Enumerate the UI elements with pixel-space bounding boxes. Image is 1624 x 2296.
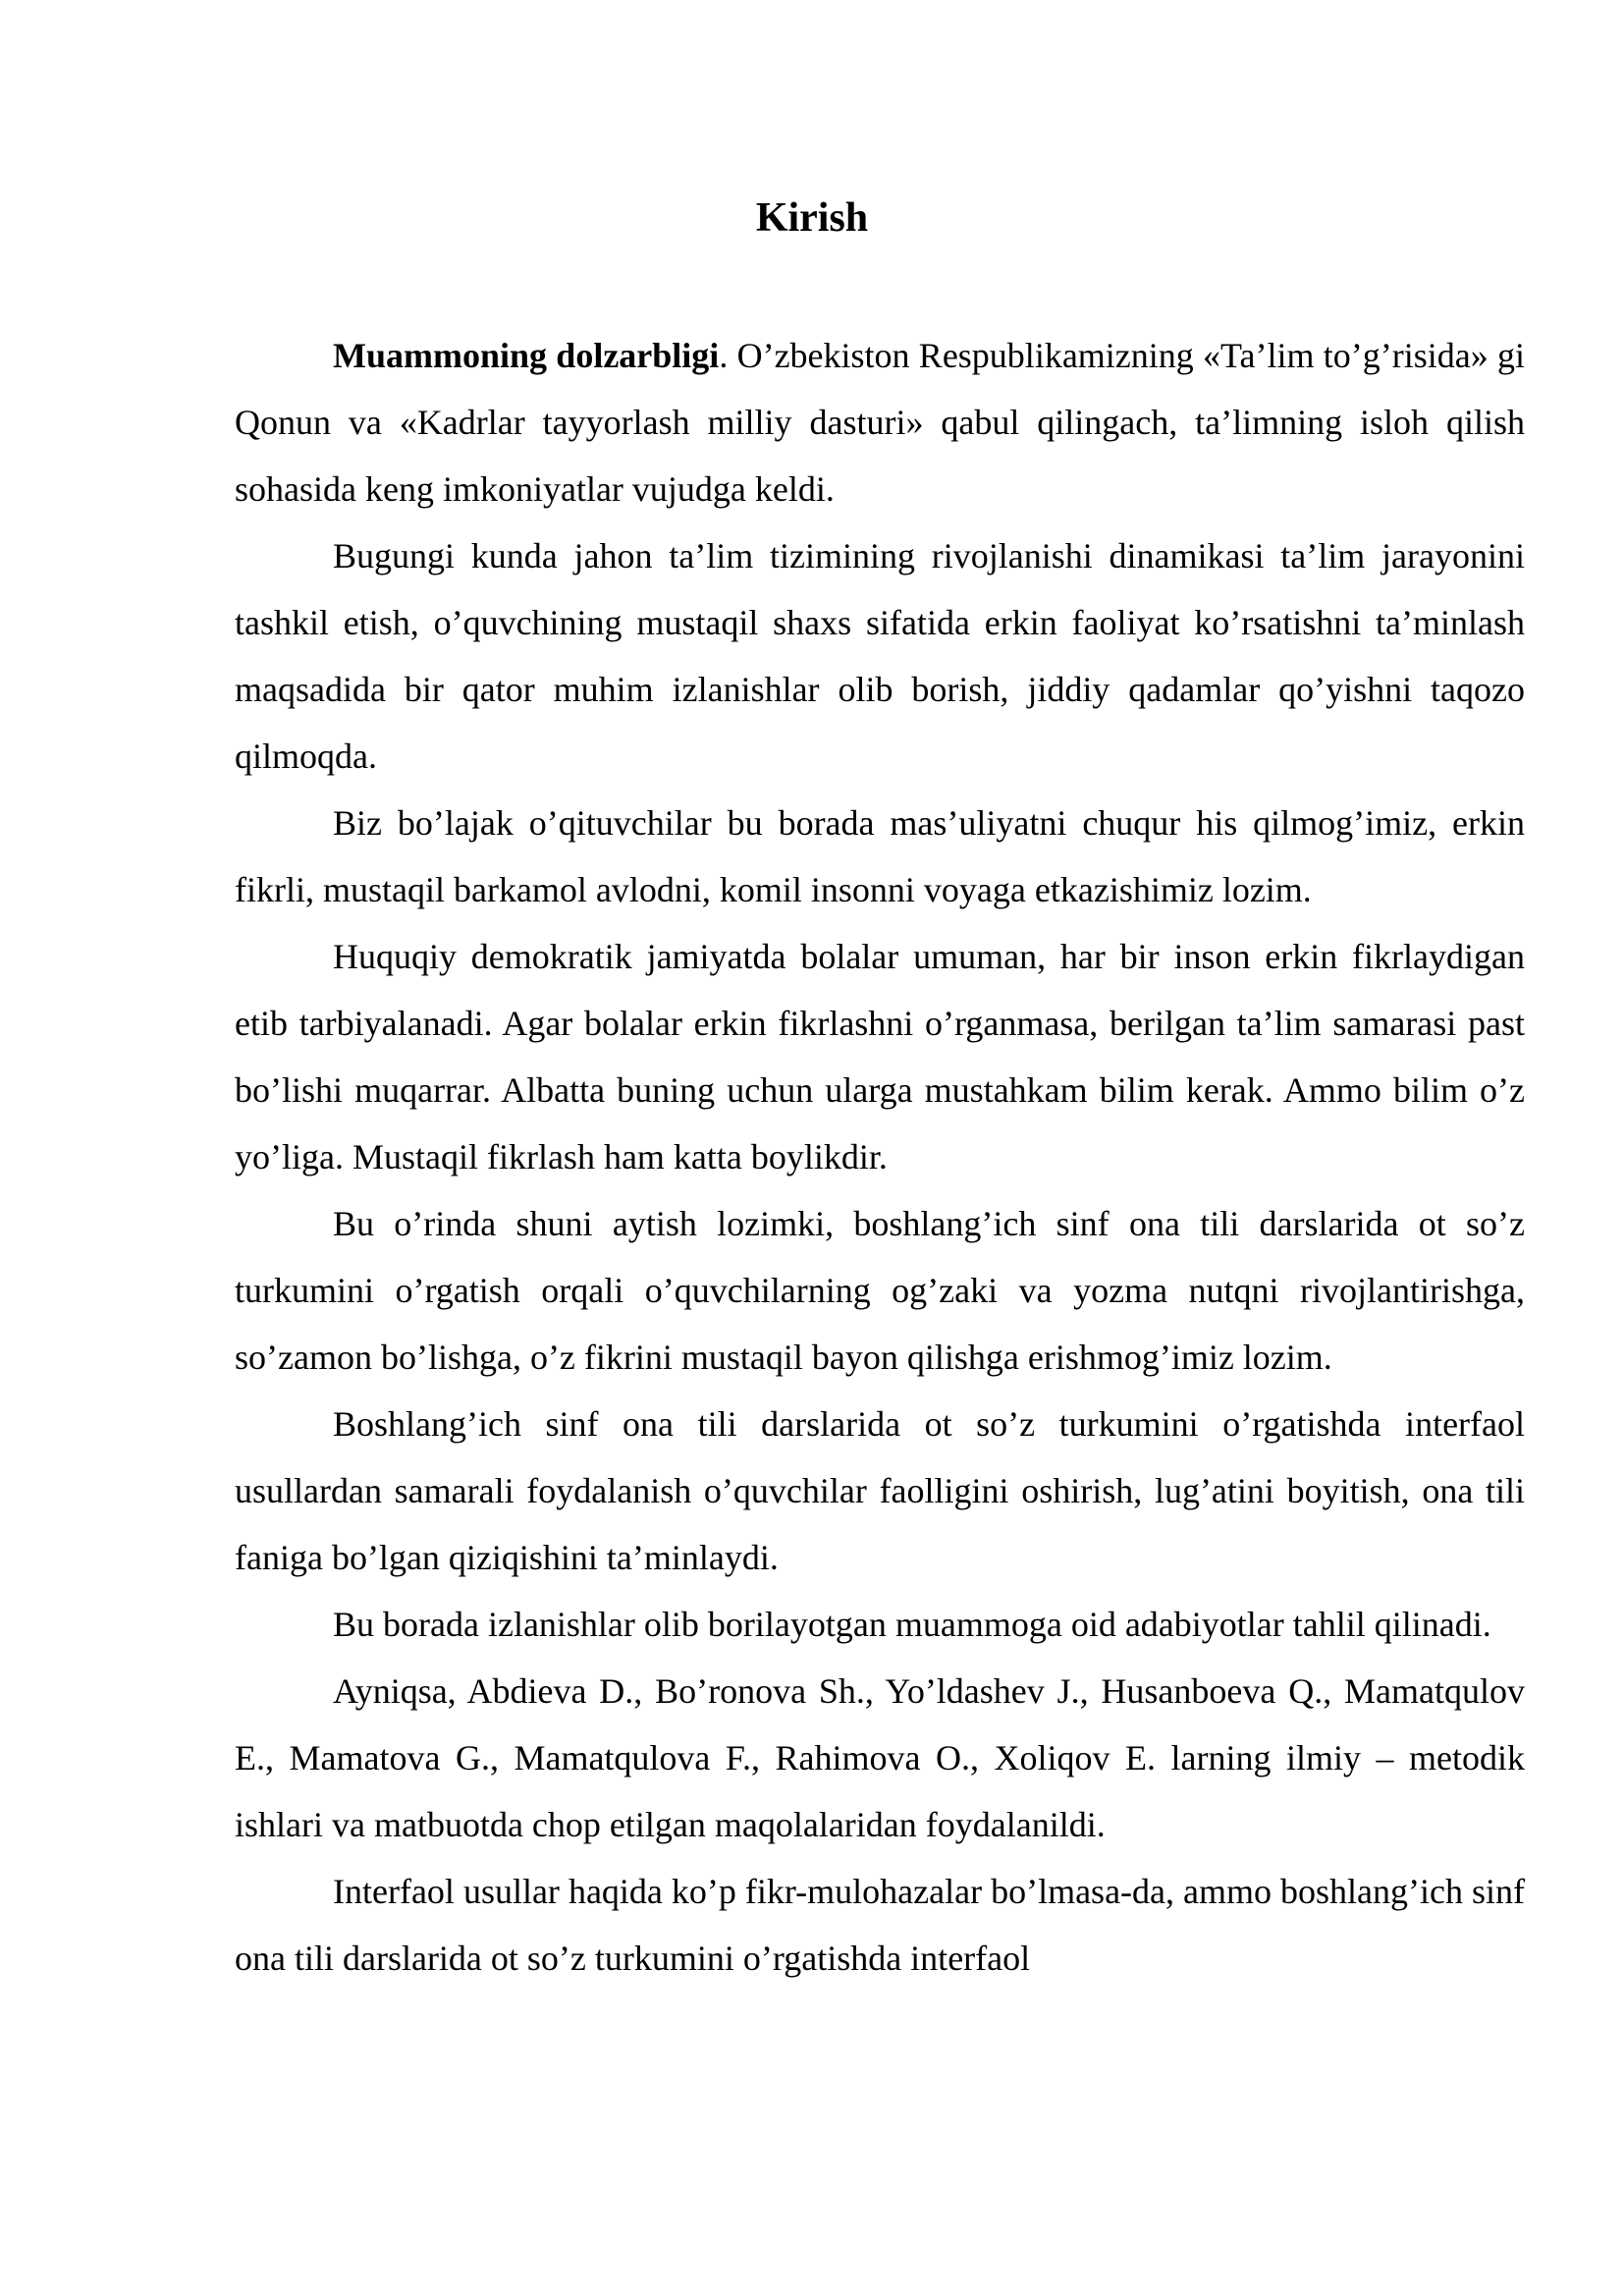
document-body [235,322,1525,1992]
paragraph: Interfaol usullar haqida ko’p fikr-mulohazalar bo’lmasa-da, ammo boshlang’ich sinf ona tili darslarida ot so’z turkumini o’rgatishda interfaol [235,1872,1525,1978]
paragraph-lead-text: . O’zbekiston Respublikamizning «Ta’lim to’g’risida» gi Qonun va «Kadrlar tayyorlash milliy dasturi» qabul qilingach, ta’limning isloh qilish sohasida keng imkoniyatlar vujudga keldi. [235,336,1526,509]
paragraph: Bu borada izlanishlar olib borilayotgan muammoga oid adabiyotlar tahlil qilinadi. [333,1605,1491,1644]
page-title: Kirish [755,195,869,241]
paragraph: Boshlang’ich sinf ona tili darslarida ot so’z turkumini o’rgatishda interfaol usullardan samarali foydalanish o’quvchilar faolligini oshirish, lug’atini boyitish, ona tili faniga bo’lgan qiziqishini ta’minlaydi. [235,1404,1525,1577]
paragraph: Bugungi kunda jahon ta’lim tizimining rivojlanishi dinamikasi ta’lim jarayonini tashkil etish, o’quvchining mustaqil shaxs sifatida erkin faoliyat ko’rsatishni ta’minlash maqsadida bir qator muhim izlanishlar olib borish, jiddiy qadamlar qo’yishni taqozo qilmoqda. [235,536,1525,776]
paragraph: Huquqiy demokratik jamiyatda bolalar umuman, har bir inson erkin fikrlaydigan etib tarbiyalanadi. Agar bolalar erkin fikrlashni o’rganmasa, berilgan ta’lim samarasi past bo’lishi muqarrar. Albatta buning uchun ularga mustahkam bilim kerak. Ammo bilim o’z yo’liga. Mustaqil fikrlash ham katta boylikdir. [235,937,1525,1176]
paragraph-lead-heading: Muammoning dolzarbligi [333,336,720,375]
paragraph: Biz bo’lajak o’qituvchilar bu borada mas’uliyatni chuqur his qilmog’imiz, erkin fikrli, mustaqil barkamol avlodni, komil insonni voyaga etkazishimiz lozim. [235,803,1525,909]
paragraph: Bu o’rinda shuni aytish lozimki, boshlang’ich sinf ona tili darslarida ot so’z turkumini o’rgatish orqali o’quvchilarning og’zaki va yozma nutqni rivojlantirishga, so’zamon bo’lishga, o’z fikrini mustaqil bayon qilishga erishmog’imiz lozim. [235,1204,1525,1377]
paragraph-relevance [235,322,1525,522]
paragraph: Ayniqsa, Abdieva D., Bo’ronova Sh., Yo’ldashev J., Husanboeva Q., Mamatqulov E., Mamatova G., Mamatqulova F., Rahimova O., Xoliqov E. larning ilmiy – metodik ishlari va matbuotda chop etilgan maqolalaridan foydalanildi. [235,1671,1525,1844]
